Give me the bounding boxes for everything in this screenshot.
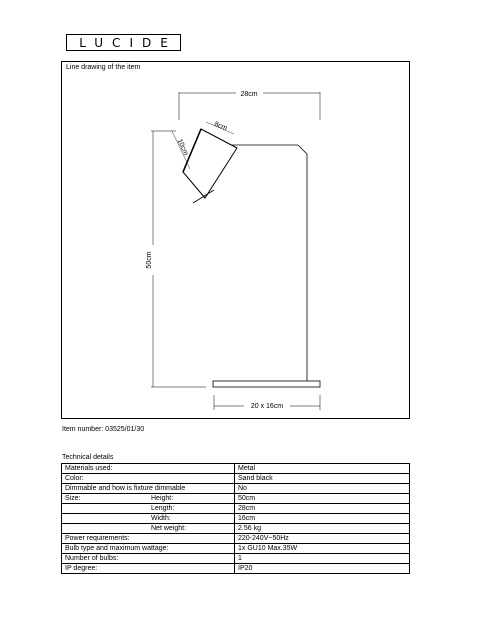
- table-row: [62, 564, 410, 574]
- width-label: 28cm: [240, 91, 258, 98]
- table-row: [62, 524, 410, 534]
- shade-diameter-label: 8cm: [213, 120, 229, 133]
- row-label: Size:: [65, 495, 81, 502]
- row-value: No: [235, 484, 410, 494]
- row-label-cell: [62, 504, 235, 514]
- row-sublabel: Width:: [151, 515, 171, 522]
- row-value: 16cm: [235, 514, 410, 524]
- row-label: Color:: [65, 475, 84, 482]
- item-number: Item number: 03525/01/30: [62, 426, 145, 433]
- row-label-cell: [62, 534, 235, 544]
- row-value: 50cm: [235, 494, 410, 504]
- row-value: Sand black: [235, 474, 410, 484]
- lamp-base: [213, 381, 320, 387]
- row-label: Materials used:: [65, 465, 113, 472]
- row-label: Dimmable and how is fixture dimmable: [65, 485, 186, 492]
- row-sublabel: Height:: [151, 495, 174, 502]
- row-label-cell: [62, 564, 235, 574]
- table-row: [62, 484, 410, 494]
- table-row: [62, 544, 410, 554]
- row-label-cell: [62, 474, 235, 484]
- row-value: 2.56 kg: [235, 524, 410, 534]
- row-sublabel: Length:: [151, 505, 175, 512]
- base-label: 20 x 16cm: [250, 403, 284, 410]
- row-label-cell: [62, 494, 235, 504]
- shade-length-label: 10cm: [175, 138, 190, 157]
- brand-logo-text: LUCIDE: [79, 35, 177, 50]
- table-row: [62, 474, 410, 484]
- row-value: 220-240V~50Hz: [235, 534, 410, 544]
- drawing-caption: Line drawing of the item: [66, 64, 141, 71]
- row-label-cell: [62, 554, 235, 564]
- row-label: IP degree:: [65, 565, 98, 572]
- lamp-shade: [183, 129, 237, 198]
- shade-rim: [193, 190, 214, 203]
- row-value: IP20: [235, 564, 410, 574]
- technical-details-title: Technical details: [62, 454, 114, 461]
- row-label-cell: [62, 544, 235, 554]
- row-value: 28cm: [235, 504, 410, 514]
- row-sublabel: Net weight:: [151, 525, 187, 532]
- table-row: [62, 494, 410, 504]
- height-label: 50cm: [146, 251, 153, 269]
- row-label: Number of bulbs:: [65, 555, 119, 562]
- row-value: Metal: [235, 464, 410, 474]
- table-row: [62, 554, 410, 564]
- row-value: 1x GU10 Max.35W: [235, 544, 410, 554]
- lamp-arm-bend: [298, 145, 307, 154]
- technical-details-table: [61, 463, 410, 574]
- table-row: [62, 464, 410, 474]
- row-label-cell: [62, 484, 235, 494]
- table-row: [62, 534, 410, 544]
- table-row: [62, 514, 410, 524]
- row-value: 1: [235, 554, 410, 564]
- row-label-cell: [62, 464, 235, 474]
- row-label: Power requirements:: [65, 535, 130, 542]
- row-label-cell: [62, 514, 235, 524]
- table-row: [62, 504, 410, 514]
- row-label: Bulb type and maximum wattage:: [65, 545, 169, 552]
- row-label-cell: [62, 524, 235, 534]
